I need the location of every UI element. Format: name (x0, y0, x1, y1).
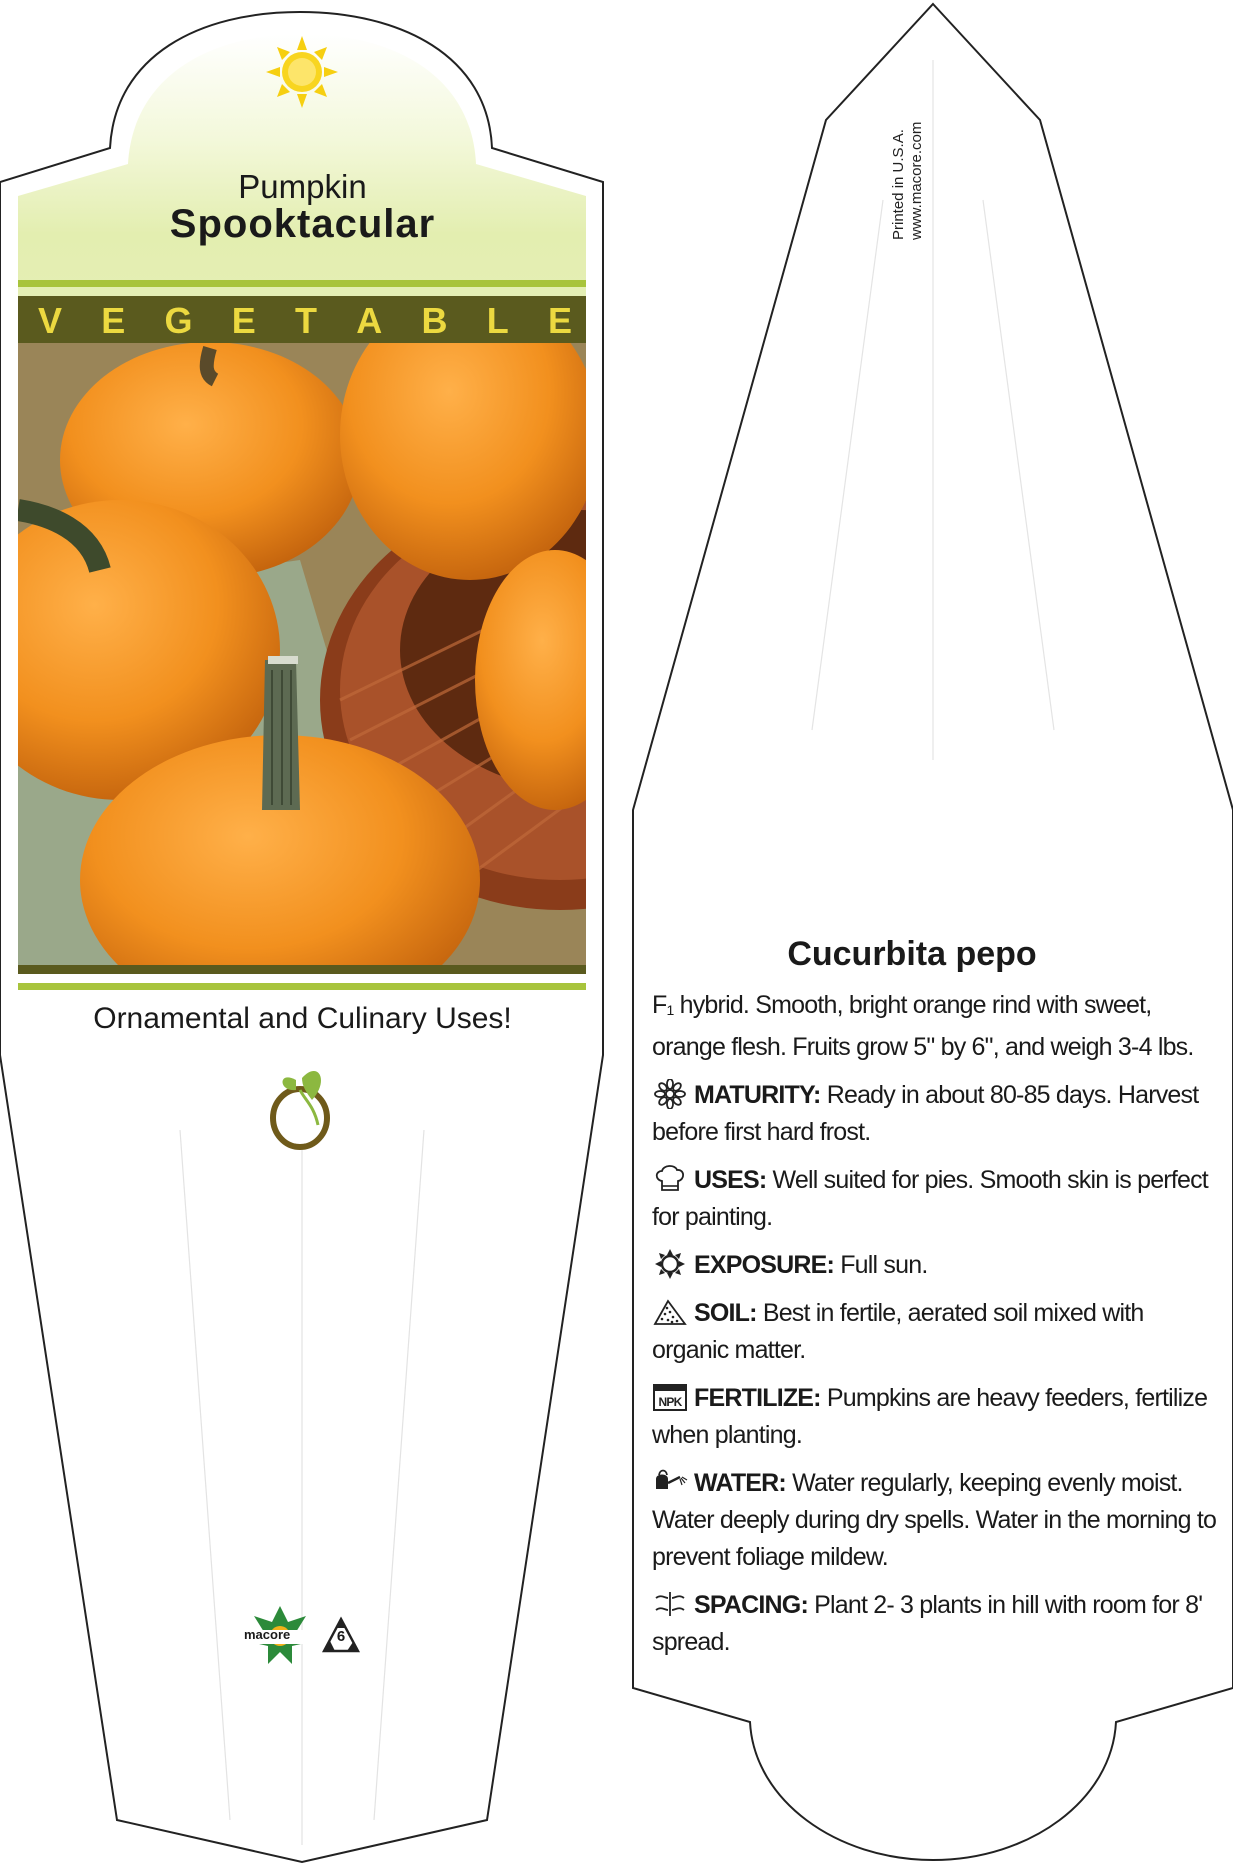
sun-icon (652, 1249, 688, 1279)
care-text: Pumpkins are heavy feeders, fertilize when planting. (652, 1384, 1208, 1449)
care-label: EXPOSURE: (694, 1251, 835, 1279)
lime-stripe-top (18, 280, 586, 287)
botanical-name: Cucurbita pepo (787, 935, 1037, 973)
watering-can-icon (652, 1467, 688, 1497)
website-line: www.macore.com (908, 121, 925, 240)
category-letter: A (356, 300, 383, 341)
care-text: Full sun. (834, 1251, 928, 1279)
care-item-uses (652, 1162, 1222, 1236)
description (652, 987, 1222, 1066)
svg-text:NPK: NPK (658, 1395, 682, 1409)
care-item-spacing (652, 1587, 1222, 1661)
category-banner-text (18, 297, 586, 345)
fertilizer-npk-icon (652, 1382, 688, 1412)
hybrid-f: F (652, 991, 667, 1019)
category-letter: E (231, 300, 256, 341)
care-item-maturity (652, 1077, 1222, 1151)
category-letter: T (295, 300, 317, 341)
hybrid-subscript: 1 (666, 1002, 674, 1018)
plant-type-title: Pumpkin (238, 168, 367, 205)
category-letter: B (421, 300, 448, 341)
category-letter: E (547, 300, 572, 341)
macore-logo-text: macore (244, 1627, 291, 1642)
care-text: Ready in about 80-85 days. Harvest before first hard frost. (652, 1081, 1199, 1146)
tagline: Ornamental and Culinary Uses! (93, 1002, 512, 1035)
printed-in-line: Printed in U.S.A. (890, 129, 907, 240)
care-label: WATER: (694, 1469, 786, 1497)
soil-icon (652, 1297, 688, 1327)
variety-name: Spooktacular (169, 202, 436, 246)
lime-stripe-bottom-2 (18, 983, 586, 990)
care-text: Best in fertile, aerated soil mixed with organic matter. (652, 1299, 1144, 1364)
category-letter: L (486, 300, 509, 341)
care-item-water (652, 1465, 1222, 1576)
lime-stripe-bottom-1 (18, 965, 586, 974)
recycle-number: 6 (336, 1628, 346, 1645)
printed-in-note (890, 122, 926, 240)
flower-icon (652, 1079, 688, 1109)
care-label: SPACING: (694, 1591, 808, 1619)
care-text: Plant 2- 3 plants in hill with room for 8' spread. (652, 1591, 1203, 1656)
category-letter: V (38, 300, 63, 341)
spacing-icon (652, 1589, 688, 1619)
care-item-exposure (652, 1247, 1222, 1284)
care-text: Well suited for pies. Smooth skin is perfect for painting. (652, 1166, 1208, 1231)
care-label: SOIL: (694, 1299, 757, 1327)
description-text: hybrid. Smooth, bright orange rind with sweet, orange flesh. Fruits grow 5" by 6", and weigh 3-4 lbs. (652, 991, 1194, 1061)
care-info (652, 936, 1222, 1672)
chef-hat-icon (652, 1164, 688, 1194)
care-label: FERTILIZE: (694, 1384, 821, 1412)
care-label: MATURITY: (694, 1081, 821, 1109)
category-letter: E (101, 300, 126, 341)
care-item-fertilize (652, 1380, 1222, 1454)
care-text: Water regularly, keeping evenly moist. Water deeply during dry spells. Water in the morning to prevent foliage mildew. (652, 1469, 1217, 1571)
category-letter: G (164, 300, 193, 341)
care-label: USES: (694, 1166, 767, 1194)
care-item-soil (652, 1295, 1222, 1369)
